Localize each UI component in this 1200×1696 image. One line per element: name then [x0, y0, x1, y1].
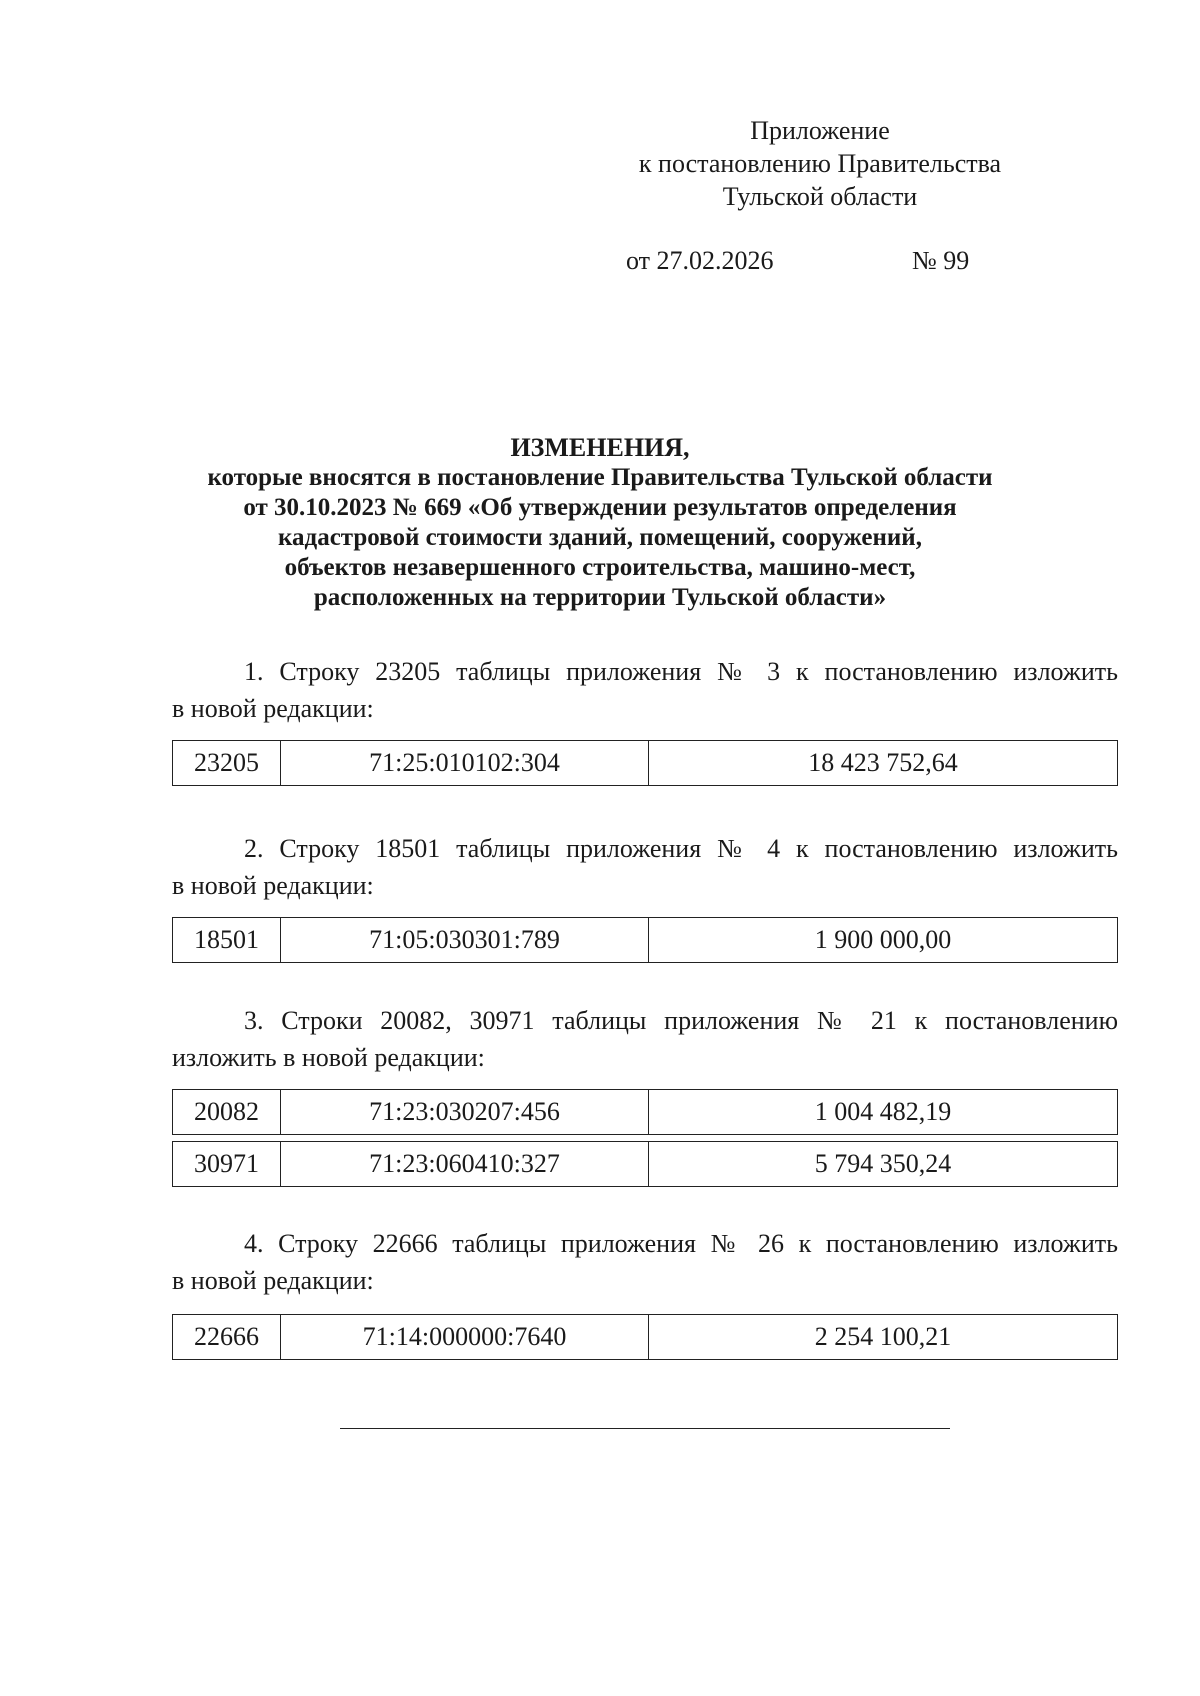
item-paragraph-2: [172, 830, 1118, 904]
cadastral-number-cell: 71:05:030301:789: [281, 918, 649, 963]
title-heading: ИЗМЕНЕНИЯ,: [510, 433, 690, 462]
item-text: в новой редакции:: [172, 871, 374, 900]
cadastral-value-cell: 1 004 482,19: [649, 1090, 1118, 1135]
document-title: [150, 433, 1050, 613]
appendix-number: № 99: [912, 246, 970, 275]
cadastral-number-cell: 71:23:030207:456: [281, 1090, 649, 1135]
cadastral-number-cell: 71:14:000000:7640: [281, 1315, 649, 1360]
cadastral-value-cell: 5 794 350,24: [649, 1142, 1118, 1187]
item-text: 4. Строку 22666 таблицы приложения № 26 к постановлению изложить: [244, 1229, 1118, 1258]
appendix-ref: к постановлению Правительства: [638, 149, 1002, 178]
item-text: 1. Строку 23205 таблицы приложения № 3 к постановлению изложить: [244, 657, 1118, 686]
cadastral-number-cell: 71:23:060410:327: [281, 1142, 649, 1187]
cadastral-number-cell: 71:25:010102:304: [281, 741, 649, 786]
item-paragraph-4: [172, 1225, 1118, 1299]
table-row: [173, 918, 1118, 963]
item-table-3a: [172, 1089, 1118, 1135]
item-table-4: [172, 1314, 1118, 1360]
title-line: которые вносятся в постановление Правительства Тульской области: [207, 464, 993, 491]
table-row: [173, 741, 1118, 786]
end-divider: [340, 1428, 950, 1429]
item-table-3b: [172, 1141, 1118, 1187]
row-number-cell: 30971: [173, 1142, 281, 1187]
item-text: изложить в новой редакции:: [172, 1043, 485, 1072]
item-text: 2. Строку 18501 таблицы приложения № 4 к постановлению изложить: [244, 834, 1118, 863]
title-line: расположенных на территории Тульской области»: [313, 584, 887, 611]
table-row: [173, 1090, 1118, 1135]
title-line: объектов незавершенного строительства, машино-мест,: [284, 554, 916, 581]
title-line: от 30.10.2023 № 669 «Об утверждении результатов определения: [243, 494, 957, 521]
row-number-cell: 20082: [173, 1090, 281, 1135]
appendix-header: [600, 114, 1040, 213]
table-row: [173, 1142, 1118, 1187]
item-table-1: [172, 740, 1118, 786]
item-text: в новой редакции:: [172, 694, 374, 723]
item-table-2: [172, 917, 1118, 963]
cadastral-value-cell: 1 900 000,00: [649, 918, 1118, 963]
appendix-label: Приложение: [750, 116, 890, 145]
item-text: 3. Строки 20082, 30971 таблицы приложения № 21 к постановлению: [244, 1006, 1118, 1035]
item-paragraph-3: [172, 1002, 1118, 1076]
item-text: в новой редакции:: [172, 1266, 374, 1295]
title-line: кадастровой стоимости зданий, помещений, сооружений,: [278, 524, 922, 551]
cadastral-value-cell: 18 423 752,64: [649, 741, 1118, 786]
row-number-cell: 23205: [173, 741, 281, 786]
appendix-date: от 27.02.2026: [626, 246, 774, 275]
appendix-region: Тульской области: [722, 182, 918, 211]
cadastral-value-cell: 2 254 100,21: [649, 1315, 1118, 1360]
row-number-cell: 22666: [173, 1315, 281, 1360]
row-number-cell: 18501: [173, 918, 281, 963]
table-row: [173, 1315, 1118, 1360]
item-paragraph-1: [172, 653, 1118, 727]
